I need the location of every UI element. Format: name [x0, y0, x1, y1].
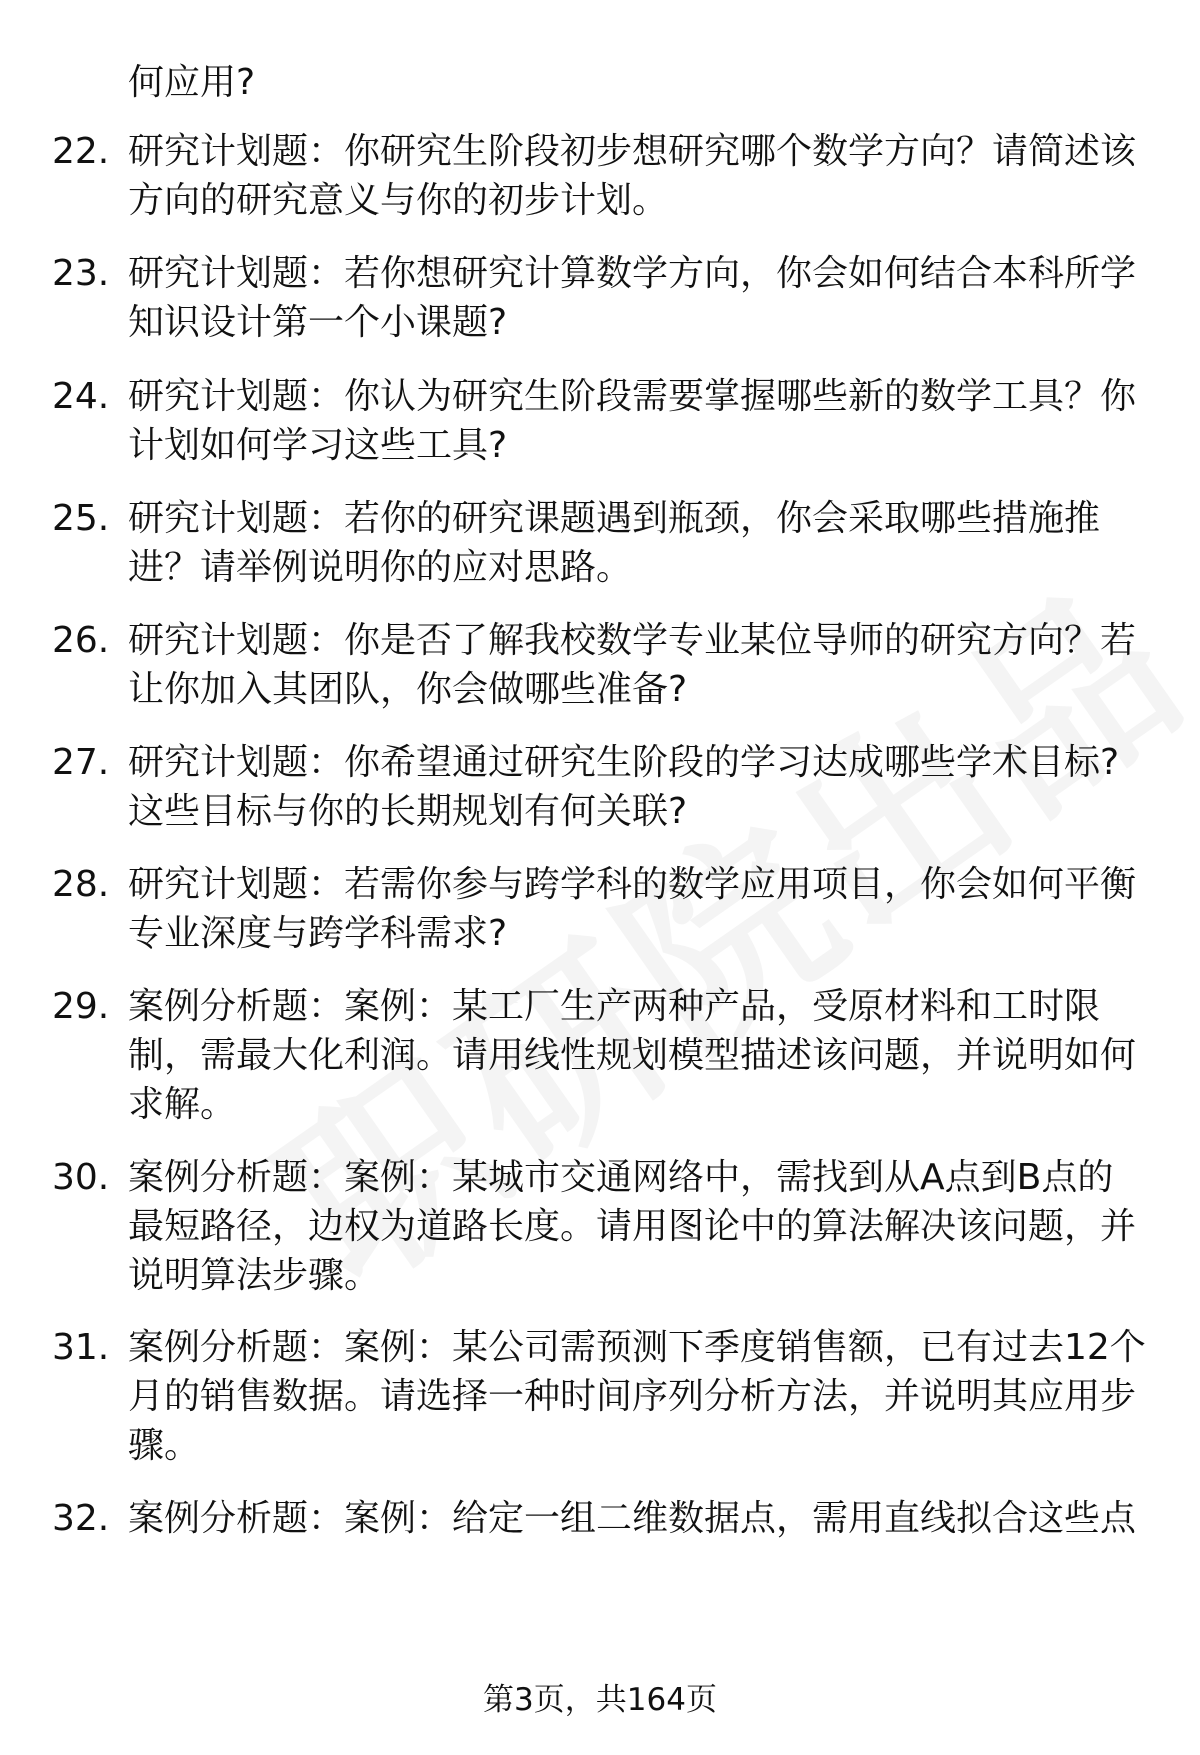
question-number: 22. — [52, 131, 110, 172]
question-text: 研究计划题：若你想研究计算数学方向，你会如何结合本科所学知识设计第一个小课题? — [128, 253, 1137, 343]
page-footer: 第3页，共164页 — [483, 1682, 717, 1718]
list-item — [52, 372, 1152, 470]
list-item — [52, 1323, 1152, 1470]
list-item — [52, 1153, 1152, 1300]
question-text: 案例分析题：案例：给定一组二维数据点，需用直线拟合这些点 — [128, 1498, 1137, 1539]
question-text: 案例分析题：案例：某工厂生产两种产品，受原材料和工时限制，需最大化利润。请用线性规划模型描述该问题，并说明如何求解。 — [128, 986, 1137, 1125]
question-text: 研究计划题：你认为研究生阶段需要掌握哪些新的数学工具？你计划如何学习这些工具? — [128, 376, 1137, 466]
question-text: 研究计划题：若你的研究课题遇到瓶颈，你会采取哪些措施推进？请举例说明你的应对思路。 — [128, 498, 1101, 588]
list-item — [52, 982, 1152, 1129]
list-item — [52, 127, 1152, 225]
list-item — [52, 1494, 1152, 1543]
list-item — [52, 494, 1152, 592]
question-number: 32. — [52, 1498, 110, 1539]
list-item — [52, 249, 1152, 347]
question-number: 31. — [52, 1327, 110, 1368]
question-number: 28. — [52, 864, 110, 905]
question-number: 26. — [52, 620, 110, 661]
question-text: 案例分析题：案例：某城市交通网络中，需找到从A点到B点的最短路径，边权为道路长度。请用图论中的算法解决该问题，并说明算法步骤。 — [128, 1157, 1137, 1296]
continuation-text: 何应用? — [128, 62, 256, 103]
question-number: 30. — [52, 1157, 110, 1198]
question-text: 研究计划题：你研究生阶段初步想研究哪个数学方向？请简述该方向的研究意义与你的初步计划。 — [128, 131, 1137, 221]
list-item — [52, 860, 1152, 958]
list-item — [52, 738, 1152, 836]
question-number: 27. — [52, 742, 110, 783]
question-text: 研究计划题：你希望通过研究生阶段的学习达成哪些学术目标?这些目标与你的长期规划有何关联? — [128, 742, 1120, 832]
question-text: 案例分析题：案例：某公司需预测下季度销售额，已有过去12个月的销售数据。请选择一种时间序列分析方法，并说明其应用步骤。 — [128, 1327, 1146, 1466]
question-number: 23. — [52, 253, 110, 294]
question-text: 研究计划题：你是否了解我校数学专业某位导师的研究方向？若让你加入其团队，你会做哪些准备? — [128, 620, 1137, 710]
question-number: 25. — [52, 498, 110, 539]
question-text: 研究计划题：若需你参与跨学科的数学应用项目，你会如何平衡专业深度与跨学科需求? — [128, 864, 1137, 954]
question-number: 24. — [52, 376, 110, 417]
list-item — [52, 616, 1152, 714]
question-number: 29. — [52, 986, 110, 1027]
